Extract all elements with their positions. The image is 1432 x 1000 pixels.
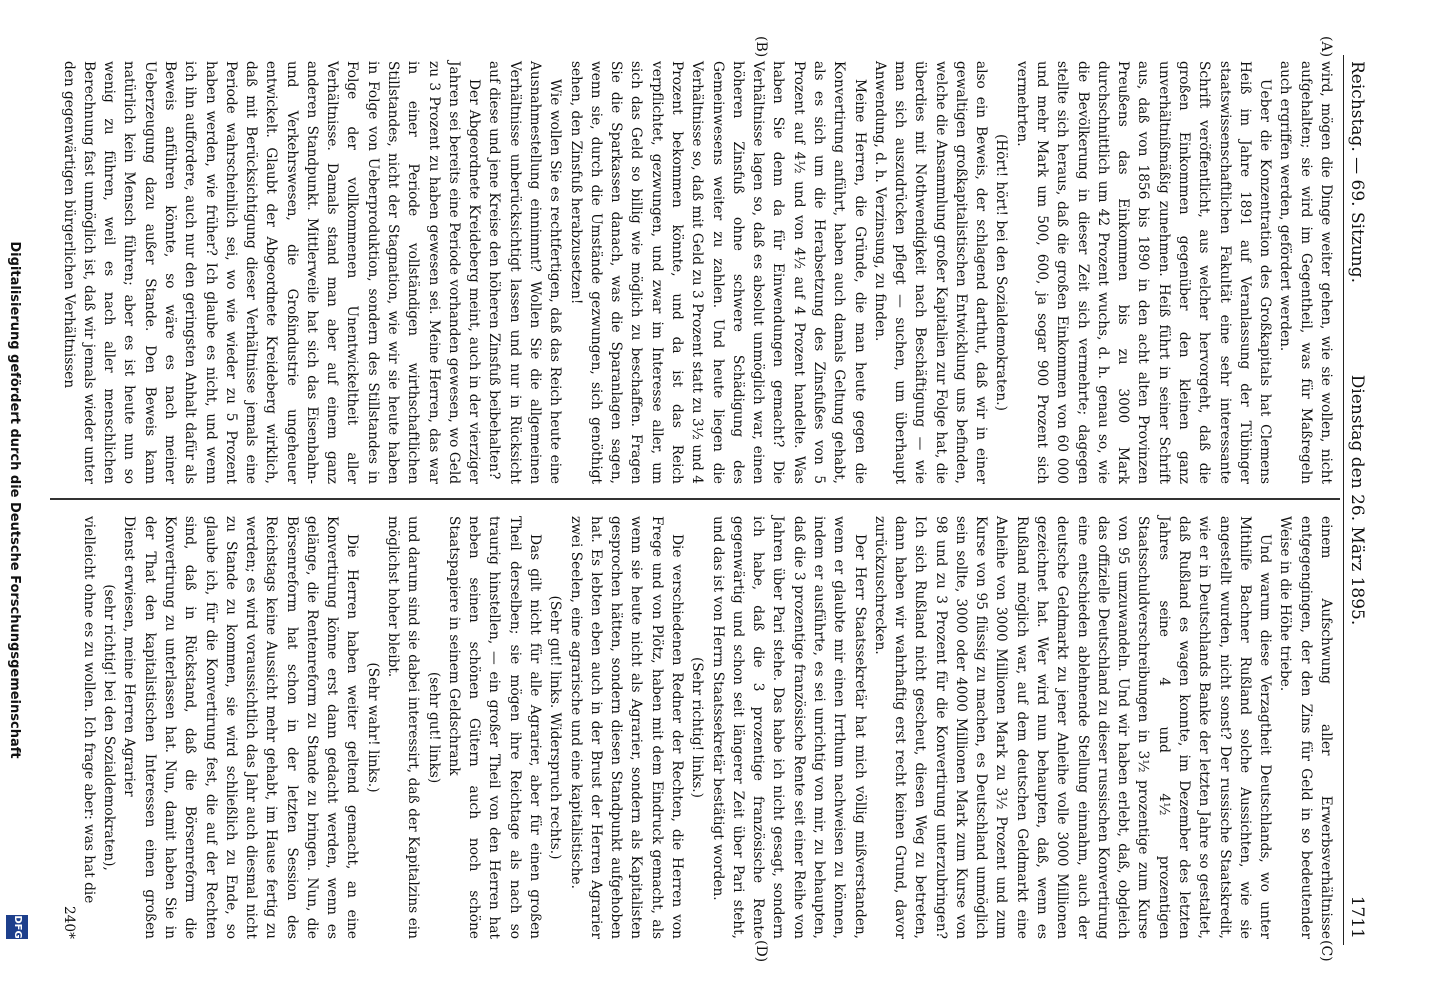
page-number: 1711: [1347, 895, 1367, 939]
paragraph: und darum sind sie dabei interessirt, daß der Kapitalzins ein möglichst hoher bleibt.: [385, 516, 422, 939]
column-divider: [50, 498, 1340, 500]
paragraph: Das gilt nicht für alle Agrarier, aber für einen großen Theil derselben; sie mögen ihre Reichtage als nach so traurig hinstellen, — ein großer Theil von den Herren hat neben seinen schönen Gütern auch noch schöne Staatspapiere in seinem Geldschrank: [445, 516, 544, 939]
page-header: [1343, 55, 1370, 945]
interjection: (Sehr gut! links. Widerspruch rechts.): [547, 595, 564, 860]
signature-mark: 240*: [60, 906, 77, 939]
margin-marker-d: (D): [753, 940, 769, 963]
interjection: (Hört! hört! bei den Sozialdemokraten.): [993, 134, 1010, 411]
paragraph: Die verschiedenen Redner der Rechten, die Herren von Frege und von Plötz, haben mit dem Eindruck gemacht, als wenn sie heute nicht als Agrarier, sondern als Kapitalisten gesprochen hätten, sondern diesen Standpunkt aufgehoben hat. Es lebten eben auch in der Brust der Herren Agrarier zwei Seelen, eine agrarische und eine kapitalistische.: [567, 516, 685, 939]
interjection: (Sehr wahr! links.): [364, 662, 381, 793]
margin-marker-b: (B): [753, 36, 769, 58]
paragraph: Der Abgeordnete Kreideberg meint, auch in der vierziger Jahren sei bereits eine Periode vorhanden gewesen, wo Geld zu 3 Prozent zu haben gewesen sei. Meine Herren, das war in einer Periode vollständigen wirthschaftlichen Stillstandes, nicht der Stagnation, wie wir sie heute haben in Folge von Ueberproduktion, sondern des Stillstandes in Folge der vollkommenen Unentwickeltheit aller Verhältnisse. Damals stand man aber auf einem ganz anderen Standpunkt. Mittlerweile hat sich das Eisenbahn- und Verkehrswesen, die Großindustrie ungeheuer entwickelt. Glaubt der Abgeordnete Kreideberg wirklich, daß mit Berücksichtigung dieser Verhältnisse jemals eine Periode wahrscheinlich sei, wo wie wieder zu 5 Prozent haben werden, wie früher? Ich glaube es nicht, und wenn ich ihn auffordere, auch nur den geringsten Anhalt dafür als Beweis anführen könnte, so wäre es nach meiner Ueberzeugung dazu außer Stande. Den Beweis kann natürlich kein Mensch führen; aber es ist heute nun so wenig zu führen, weil es nach aller menschlichen Berechnung fast unmöglich ist, daß wir jemals wieder unter den gegenwärtigen bürgerlichen Verhältnissen: [60, 61, 483, 484]
interjection: (Sehr richtig! links.): [689, 657, 706, 798]
paragraph: Der Herr Staatssekretär hat mich völlig mißverstanden, wenn er glaubte mir einen Irrthum nachweisen zu können, indem er ausführte, es sei unrichtig von mir, zu behaupten, daß die 3 prozentige französische Rente seit einer Reihe von Jahren über Pari stehe. Das habe ich nicht gesagt, sondern ich habe, daß die 3 prozentige französische Rente gegenwärtig und schon seit längerer Zeit über Pari steht, und das ist von Herrn Staatssekretär bestätigt worden.: [709, 516, 868, 939]
header-session: Reichstag. — 69. Sitzung.: [1347, 61, 1367, 284]
margin-marker-a: (A): [1318, 36, 1334, 58]
paragraph: Meine Herren, die Gründe, die man heute gegen die Konvertirung anführt, haben auch damals Geltung gehabt, als es sich um die Herabsetzung des Zinsfußes von 5 Prozent auf 4½ und von 4½ auf 4 Prozent handelte. Was haben Sie denn da für Einwendungen gemacht? Die Verhältnisse lagen so, daß es absolut unmöglich war, einen höheren Zinsfuß ohne schwere Schädigung des Gemeinwesens weiter zu zahlen. Und heute liegen die Verhältnisse so, daß mit Geld zu 3 Prozent statt zu 3½ und 4 Prozent bekommen könnte, und da ist das Reich verpflichtet, gezwungen, und zwar im Interesse aller, um sich das Geld so billig wie möglich zu beschaffen. Fragen Sie die Sparkassen danach, was die Sparanlagen sagen, wenn sie, durch die Umstände gezwungen, sich genöthigt sehen, den Zinsfuß herabzusetzen!: [567, 61, 868, 484]
paragraph: Wie wollen Sie es rechtfertigen, daß das Reich heute eine Ausnahmestellung einnimmt? Wollen Sie die allgemeinen Verhältnisse unberücksichtigt lassen und nur in Rücksicht auf diese und jene Kreise den höheren Zinsfuß beibehalten?: [486, 61, 564, 484]
margin-marker-c: (C): [1318, 940, 1334, 962]
right-column: [58, 516, 1336, 939]
interjection: (sehr richtig! bei den Sozialdemokraten),: [101, 584, 118, 871]
paragraph: wird, mögen die Dinge weiter gehen, wie sie wollen, nicht aufgehalten; sie wird im Gegentheil, was für Maßregeln auch ergriffen werden, gefördert werden.: [1277, 61, 1334, 484]
dfg-logo: DFG: [6, 915, 28, 939]
interjection: (sehr gut! links): [425, 671, 442, 784]
paragraph: vielleicht ohne es zu wollen. Ich frage aber: was hat die: [80, 516, 97, 904]
paragraph: Und warum diese Verzagtheit Deutschlands, wo unter Mithilfe Bachner Rußland solche Aussichten, wie sie angestellt wurden, nicht sonst? Der russische Staatskredit, wie er in Deutschlands Banke der letzten Jahre so gestaltet, daß Rußland es wagen konnte, im Dezember des letzten Jahres seine 4 und 4½ prozentigen Staatsschuldverschreibungen in 3½ prozentige zum Kurse von 95 umzuwandeln. Und wir haben erlebt, daß, obgleich das offizielle Deutschland zu dieser russischen Konvertirung eine entschieden ablehnende Stellung einnahm, auch der deutsche Geldmarkt zu jener Anleihe volle 3000 Millionen gezeichnet hat. Wer wird nun behaupten, daß, wenn es Rußland möglich war, auf dem deutschen Geldmarkt eine Anleihe von 3000 Millionen Mark zu 3½ Prozent und zum Kurse von 95 flüssig zu machen, es Deutschland unmöglich sein sollte, 3000 oder 4000 Millionen Mark zum Kurse von 98 und zu 3 Prozent für die Konvertirung unterzubringen? Ich sich Rußland nicht gescheut, diesen Weg zu betreten, dann haben wir wahrhaftig erst recht keinen Grund, davor zurückzuschrecken.: [871, 516, 1274, 939]
paragraph: also ein Beweis, der schlagend darthut, daß wir in einer gewaltigen großkapitalistischen Entwicklung uns befinden, welche die Ansammlung großer Kapitalien zur Folge hat, die überdies mit Nothwendigkeit nach Beschäftigung — wie man sich auszudrücken pflegt — suchen, um überhaupt Anwendung, d. h. Verzinsung, zu finden.: [871, 61, 990, 484]
digitization-credit: Digitalisierung gefördert durch die Deutsche Forschungsgemeinschaft: [7, 241, 22, 759]
left-column: [58, 61, 1336, 484]
paragraph: Die Herren haben weiter geltend gemacht, an eine Konvertirung könne erst dann gedacht werden, wenn es gelänge, die Rentenreform zu Stande zu bringen. Nun, die Börsenreform hat schon in der letzten Session des Reichstags keine Aussicht mehr gehabt, im Hause fertig zu werden; es wird voraussichtlich das Jahr auch diesmal nicht zu Stande zu kommen, sie wird schließlich zu Ende, so glaube ich, für die Konvertirung fest, die auf der Rechten sind, daß in Rückstand, daß die Börsenreform die Konvertirung zu unterlassen hat. Nun, damit haben Sie in der That den kapitalistischen Interessen einen großen Dienst erwiesen, meine Herren Agrarier: [121, 516, 361, 939]
paragraph: einem Aufschwung aller Erwerbsverhältnisse entgegengingen, der den Zins für Geld in so bedeutender Weise in die Höhe triebe.: [1277, 516, 1334, 939]
paragraph: Ueber die Konzentration des Großkapitals hat Clemens Heiß im Jahre 1891 auf Veranlassung der Tübinger staatswissenschaftlichen Fakultät eine sehr interessante Schrift veröffentlicht, aus welcher hervorgeht, daß die großen Einkommen gegenüber den kleinen ganz unverhältnißmäßig zunehmen. Heiß führt in seiner Schrift aus, daß von 1856 bis 1890 in den acht alten Provinzen Preußens das Einkommen bis zu 3000 Mark durchschnittlich um 42 Prozent wuchs, d. h. genau so, wie die Bevölkerung in dieser Zeit sich vermehrte; dagegen stellte sich heraus, daß die großen Einkommen von 60 000 und mehr Mark um 500, 600, ja sogar 900 Prozent sich vermehrten.: [1013, 61, 1274, 484]
header-date: Dienstag den 26. März 1895.: [1347, 374, 1367, 626]
